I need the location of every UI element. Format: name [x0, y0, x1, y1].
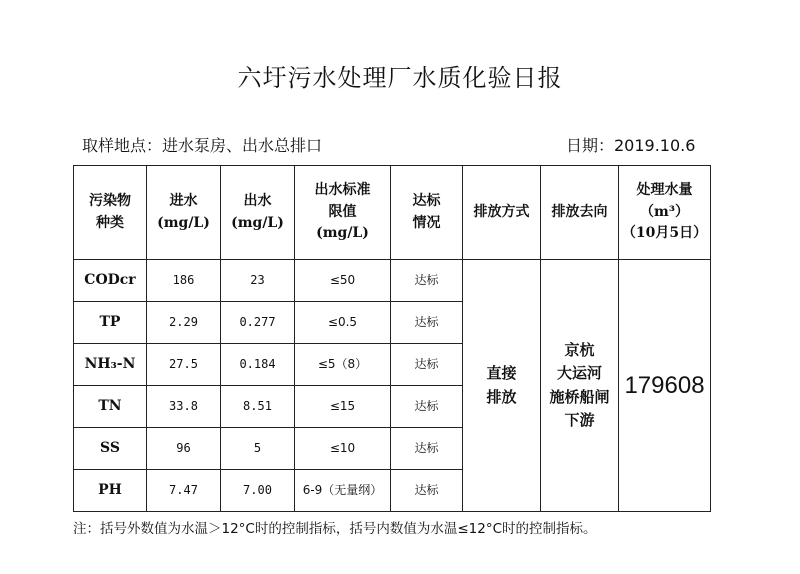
- pollutant-name: PH: [74, 470, 147, 512]
- header-effluent: 出水 (mg/L): [221, 166, 295, 260]
- limit-value: ≤10: [295, 428, 391, 470]
- limit-value: 6-9（无量纲）: [295, 470, 391, 512]
- effluent-value: 5: [221, 428, 295, 470]
- compliance-status: 达标: [391, 344, 463, 386]
- influent-value: 27.5: [147, 344, 221, 386]
- effluent-value: 7.00: [221, 470, 295, 512]
- effluent-value: 0.184: [221, 344, 295, 386]
- compliance-status: 达标: [391, 302, 463, 344]
- header-destination: 排放去向: [541, 166, 619, 260]
- header-method: 排放方式: [463, 166, 541, 260]
- treated-volume: 179608: [619, 260, 711, 512]
- pollutant-name: CODcr: [74, 260, 147, 302]
- header-volume: 处理水量 （m³） （10月5日）: [619, 166, 711, 260]
- pollutant-name: SS: [74, 428, 147, 470]
- influent-value: 186: [147, 260, 221, 302]
- compliance-status: 达标: [391, 470, 463, 512]
- influent-value: 2.29: [147, 302, 221, 344]
- header-influent: 进水 (mg/L): [147, 166, 221, 260]
- pollutant-name: TN: [74, 386, 147, 428]
- header-row: [74, 166, 711, 260]
- pollutant-name: NH₃-N: [74, 344, 147, 386]
- sampling-location: 取样地点：进水泵房、出水总排口: [82, 136, 323, 155]
- limit-value: ≤50: [295, 260, 391, 302]
- discharge-destination: 京杭 大运河 施桥船闸 下游: [541, 260, 619, 512]
- limit-value: ≤15: [295, 386, 391, 428]
- limit-value: ≤0.5: [295, 302, 391, 344]
- limit-value: ≤5（8）: [295, 344, 391, 386]
- header-limit: 出水标准 限值 (mg/L): [295, 166, 391, 260]
- header-pollutant: 污染物 种类: [74, 166, 147, 260]
- report-title: 六圩污水处理厂水质化验日报: [237, 64, 563, 92]
- compliance-status: 达标: [391, 428, 463, 470]
- report-date: 日期：2019.10.6: [566, 136, 696, 155]
- effluent-value: 23: [221, 260, 295, 302]
- influent-value: 96: [147, 428, 221, 470]
- effluent-value: 0.277: [221, 302, 295, 344]
- table-row: [74, 260, 711, 302]
- water-quality-table: [73, 165, 711, 512]
- footnote: 注：括号外数值为水温＞12°C时的控制指标，括号内数值为水温≤12°C时的控制指标。: [73, 521, 597, 537]
- effluent-value: 8.51: [221, 386, 295, 428]
- influent-value: 7.47: [147, 470, 221, 512]
- pollutant-name: TP: [74, 302, 147, 344]
- header-compliance: 达标 情况: [391, 166, 463, 260]
- discharge-method: 直接 排放: [463, 260, 541, 512]
- influent-value: 33.8: [147, 386, 221, 428]
- compliance-status: 达标: [391, 386, 463, 428]
- compliance-status: 达标: [391, 260, 463, 302]
